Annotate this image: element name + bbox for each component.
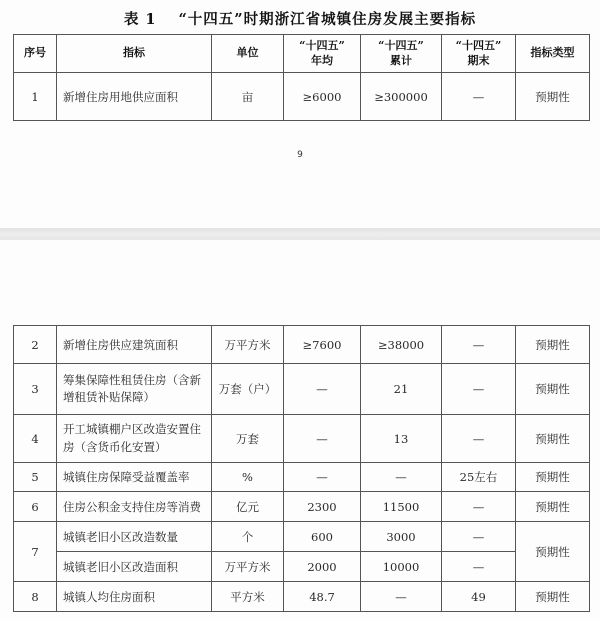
header-seq: 序号 <box>14 35 57 73</box>
cell-seq: 8 <box>14 582 57 612</box>
header-cumulative <box>361 35 442 73</box>
cell-type: 预期性 <box>516 492 590 522</box>
table-row <box>14 492 590 522</box>
header-annual <box>284 35 361 73</box>
cell-type: 预期性 <box>516 582 590 612</box>
cell-indicator: 开工城镇棚户区改造安置住房（含货币化安置） <box>57 415 212 463</box>
cell-indicator: 城镇住房保障受益覆盖率 <box>57 463 212 492</box>
table-row <box>14 463 590 492</box>
page-break <box>0 228 600 240</box>
cell-indicator: 新增住房用地供应面积 <box>57 73 212 121</box>
cell-type: 预期性 <box>516 463 590 492</box>
cell-annual: — <box>284 364 361 415</box>
cell-cumulative: — <box>361 582 442 612</box>
cell-indicator: 城镇老旧小区改造面积 <box>57 552 212 582</box>
cell-cumulative: ≥300000 <box>361 73 442 121</box>
cell-seq: 1 <box>14 73 57 121</box>
cell-unit: % <box>212 463 284 492</box>
cell-seq: 5 <box>14 463 57 492</box>
cell-annual: ≥6000 <box>284 73 361 121</box>
table-caption <box>0 8 600 29</box>
cell-indicator: 城镇老旧小区改造数量 <box>57 522 212 552</box>
cell-unit: 平方米 <box>212 582 284 612</box>
table-row <box>14 582 590 612</box>
cell-unit: 亿元 <box>212 492 284 522</box>
table-row <box>14 73 590 121</box>
cell-annual: ≥7600 <box>284 326 361 364</box>
cell-end: — <box>442 552 516 582</box>
cell-type: 预期性 <box>516 364 590 415</box>
cell-end: 25左右 <box>442 463 516 492</box>
cell-indicator: 筹集保障性租赁住房（含新增租赁补贴保障） <box>57 364 212 415</box>
cell-type: 预期性 <box>516 522 590 582</box>
table-title: “十四五”时期浙江省城镇住房发展主要指标 <box>178 11 477 28</box>
cell-type: 预期性 <box>516 415 590 463</box>
cell-seq: 3 <box>14 364 57 415</box>
header-cumulative-bottom: 累计 <box>390 53 412 67</box>
cell-cumulative: 21 <box>361 364 442 415</box>
cell-annual: 48.7 <box>284 582 361 612</box>
table-number: 表 1 <box>123 11 157 28</box>
cell-type: 预期性 <box>516 73 590 121</box>
cell-seq: 2 <box>14 326 57 364</box>
cell-indicator: 新增住房供应建筑面积 <box>57 326 212 364</box>
page-number: 9 <box>297 150 303 160</box>
indicator-table-part-2 <box>13 325 590 612</box>
cell-type: 预期性 <box>516 326 590 364</box>
cell-cumulative: 10000 <box>361 552 442 582</box>
header-annual-top: “十四五” <box>299 38 345 52</box>
header-row <box>14 35 590 73</box>
cell-end: — <box>442 522 516 552</box>
cell-annual: — <box>284 415 361 463</box>
cell-unit: 亩 <box>212 73 284 121</box>
cell-cumulative: 3000 <box>361 522 442 552</box>
cell-annual: — <box>284 463 361 492</box>
cell-end: — <box>442 492 516 522</box>
cell-end: 49 <box>442 582 516 612</box>
indicator-table-part-1 <box>13 34 590 121</box>
cell-annual: 600 <box>284 522 361 552</box>
cell-end: — <box>442 73 516 121</box>
cell-unit: 万平方米 <box>212 326 284 364</box>
cell-cumulative: — <box>361 463 442 492</box>
cell-annual: 2300 <box>284 492 361 522</box>
cell-unit: 万套 <box>212 415 284 463</box>
table-row <box>14 364 590 415</box>
header-end-bottom: 期末 <box>467 53 490 67</box>
cell-seq: 6 <box>14 492 57 522</box>
cell-unit: 个 <box>212 522 284 552</box>
cell-cumulative: 11500 <box>361 492 442 522</box>
table-row <box>14 552 590 582</box>
table-row <box>14 522 590 552</box>
cell-end: — <box>442 415 516 463</box>
header-cumulative-top: “十四五” <box>378 38 424 52</box>
cell-indicator: 住房公积金支持住房等消费 <box>57 492 212 522</box>
table-row <box>14 326 590 364</box>
header-type: 指标类型 <box>516 35 590 73</box>
header-indicator: 指标 <box>57 35 212 73</box>
table-row <box>14 415 590 463</box>
cell-cumulative: ≥38000 <box>361 326 442 364</box>
header-unit: 单位 <box>212 35 284 73</box>
cell-unit: 万套（户） <box>212 364 284 415</box>
cell-indicator: 城镇人均住房面积 <box>57 582 212 612</box>
cell-seq: 4 <box>14 415 57 463</box>
cell-seq: 7 <box>14 522 57 582</box>
header-end-top: “十四五” <box>455 38 502 52</box>
cell-end: — <box>442 364 516 415</box>
header-end <box>442 35 516 73</box>
header-annual-bottom: 年均 <box>311 53 333 67</box>
cell-annual: 2000 <box>284 552 361 582</box>
cell-cumulative: 13 <box>361 415 442 463</box>
cell-end: — <box>442 326 516 364</box>
cell-unit: 万平方米 <box>212 552 284 582</box>
